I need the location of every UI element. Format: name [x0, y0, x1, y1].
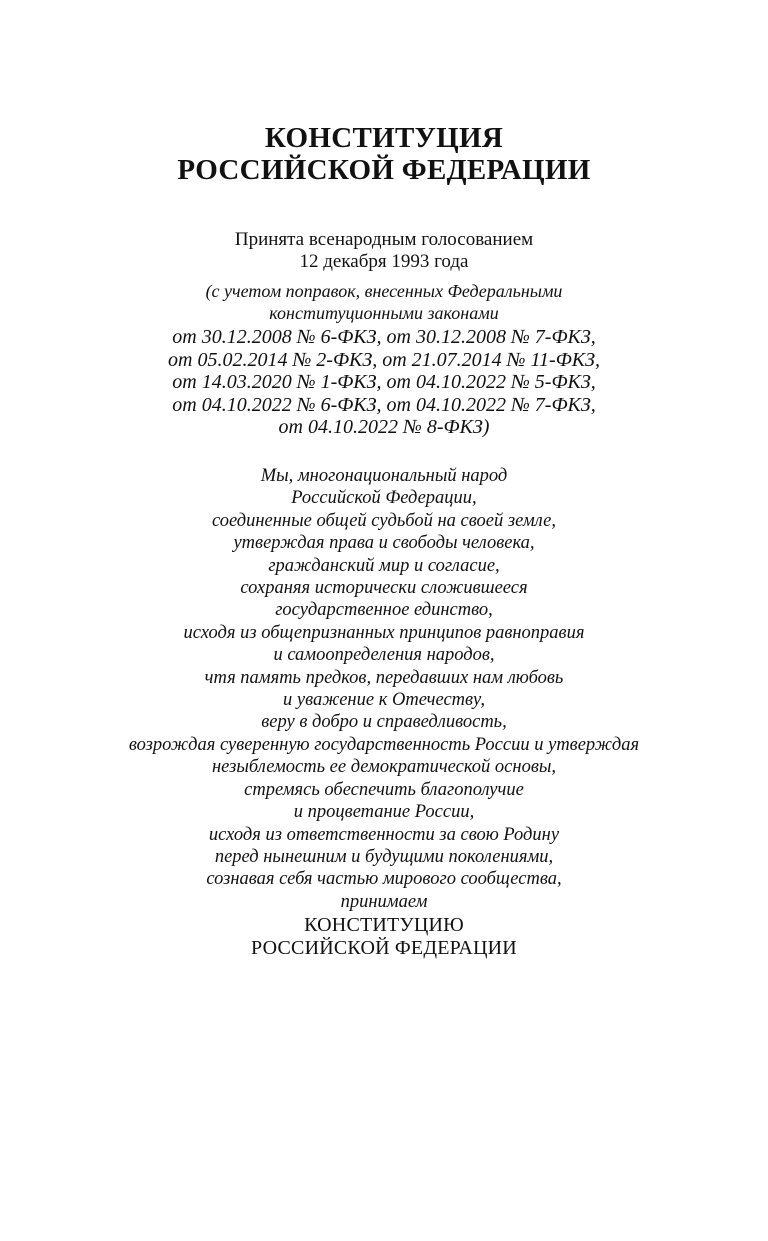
- law-line: от 04.10.2022 № 8-ФКЗ): [278, 416, 490, 438]
- preamble-line: Российской Федерации,: [291, 488, 477, 509]
- preamble: [0, 465, 768, 913]
- preamble-line: и процветание России,: [293, 802, 475, 823]
- amendments-note: [0, 281, 768, 324]
- title-line-1: КОНСТИТУЦИЯ: [264, 122, 504, 154]
- preamble-line: исходя из общепризнанных принципов равноправия: [183, 622, 585, 643]
- preamble-line: сознавая себя частью мирового сообщества,: [206, 869, 562, 890]
- preamble-line: государственное единство,: [275, 600, 493, 621]
- document-title: [0, 122, 768, 186]
- preamble-line: утверждая права и свободы человека,: [233, 533, 535, 554]
- amendments-block: [0, 281, 768, 439]
- law-line: от 04.10.2022 № 6-ФКЗ, от 04.10.2022 № 7-ФКЗ,: [172, 393, 596, 416]
- preamble-line: соединенные общей судьбой на своей земле,: [211, 510, 557, 531]
- adoption-date: 12 декабря 1993 года: [299, 251, 469, 272]
- preamble-line: Мы, многонациональный народ: [260, 466, 508, 486]
- amendments-note-line: (с учетом поправок, внесенных Федеральными: [205, 281, 563, 301]
- closing-line-2: РОССИЙСКОЙ ФЕДЕРАЦИИ: [251, 937, 517, 959]
- preamble-line: исходя из ответственности за свою Родину: [208, 824, 560, 845]
- amendments-note-line: конституционными законами: [269, 302, 499, 323]
- law-line: от 14.03.2020 № 1-ФКЗ, от 04.10.2022 № 5-ФКЗ,: [172, 371, 596, 393]
- closing-line-1: КОНСТИТУЦИЮ: [304, 914, 464, 936]
- closing-heading: [0, 914, 768, 960]
- preamble-line: веру в добро и справедливость,: [261, 712, 507, 733]
- preamble-line: и уважение к Отечеству,: [283, 690, 485, 711]
- preamble-line: стремясь обеспечить благополучие: [244, 779, 524, 800]
- preamble-line: сохраняя исторически сложившееся: [240, 578, 528, 599]
- preamble-line: незыблемость ее демократической основы,: [211, 757, 557, 778]
- preamble-line: чтя память предков, передавших нам любовь: [204, 667, 564, 688]
- adoption-statement: [0, 229, 768, 273]
- law-line: от 30.12.2008 № 6-ФКЗ, от 30.12.2008 № 7-ФКЗ,: [172, 326, 596, 348]
- adoption-line-1: Принята всенародным голосованием: [234, 229, 534, 250]
- law-line: от 05.02.2014 № 2-ФКЗ, от 21.07.2014 № 11-ФКЗ,: [168, 348, 600, 371]
- title-line-2: РОССИЙСКОЙ ФЕДЕРАЦИИ: [177, 154, 591, 186]
- preamble-line: и самоопределения народов,: [273, 645, 495, 666]
- preamble-line: перед нынешним и будущими поколениями,: [214, 846, 554, 867]
- amendments-laws: [0, 326, 768, 439]
- preamble-line: принимаем: [340, 891, 428, 912]
- preamble-line: гражданский мир и согласие,: [268, 555, 500, 576]
- preamble-line: возрождая суверенную государственность России и утверждая: [128, 734, 640, 755]
